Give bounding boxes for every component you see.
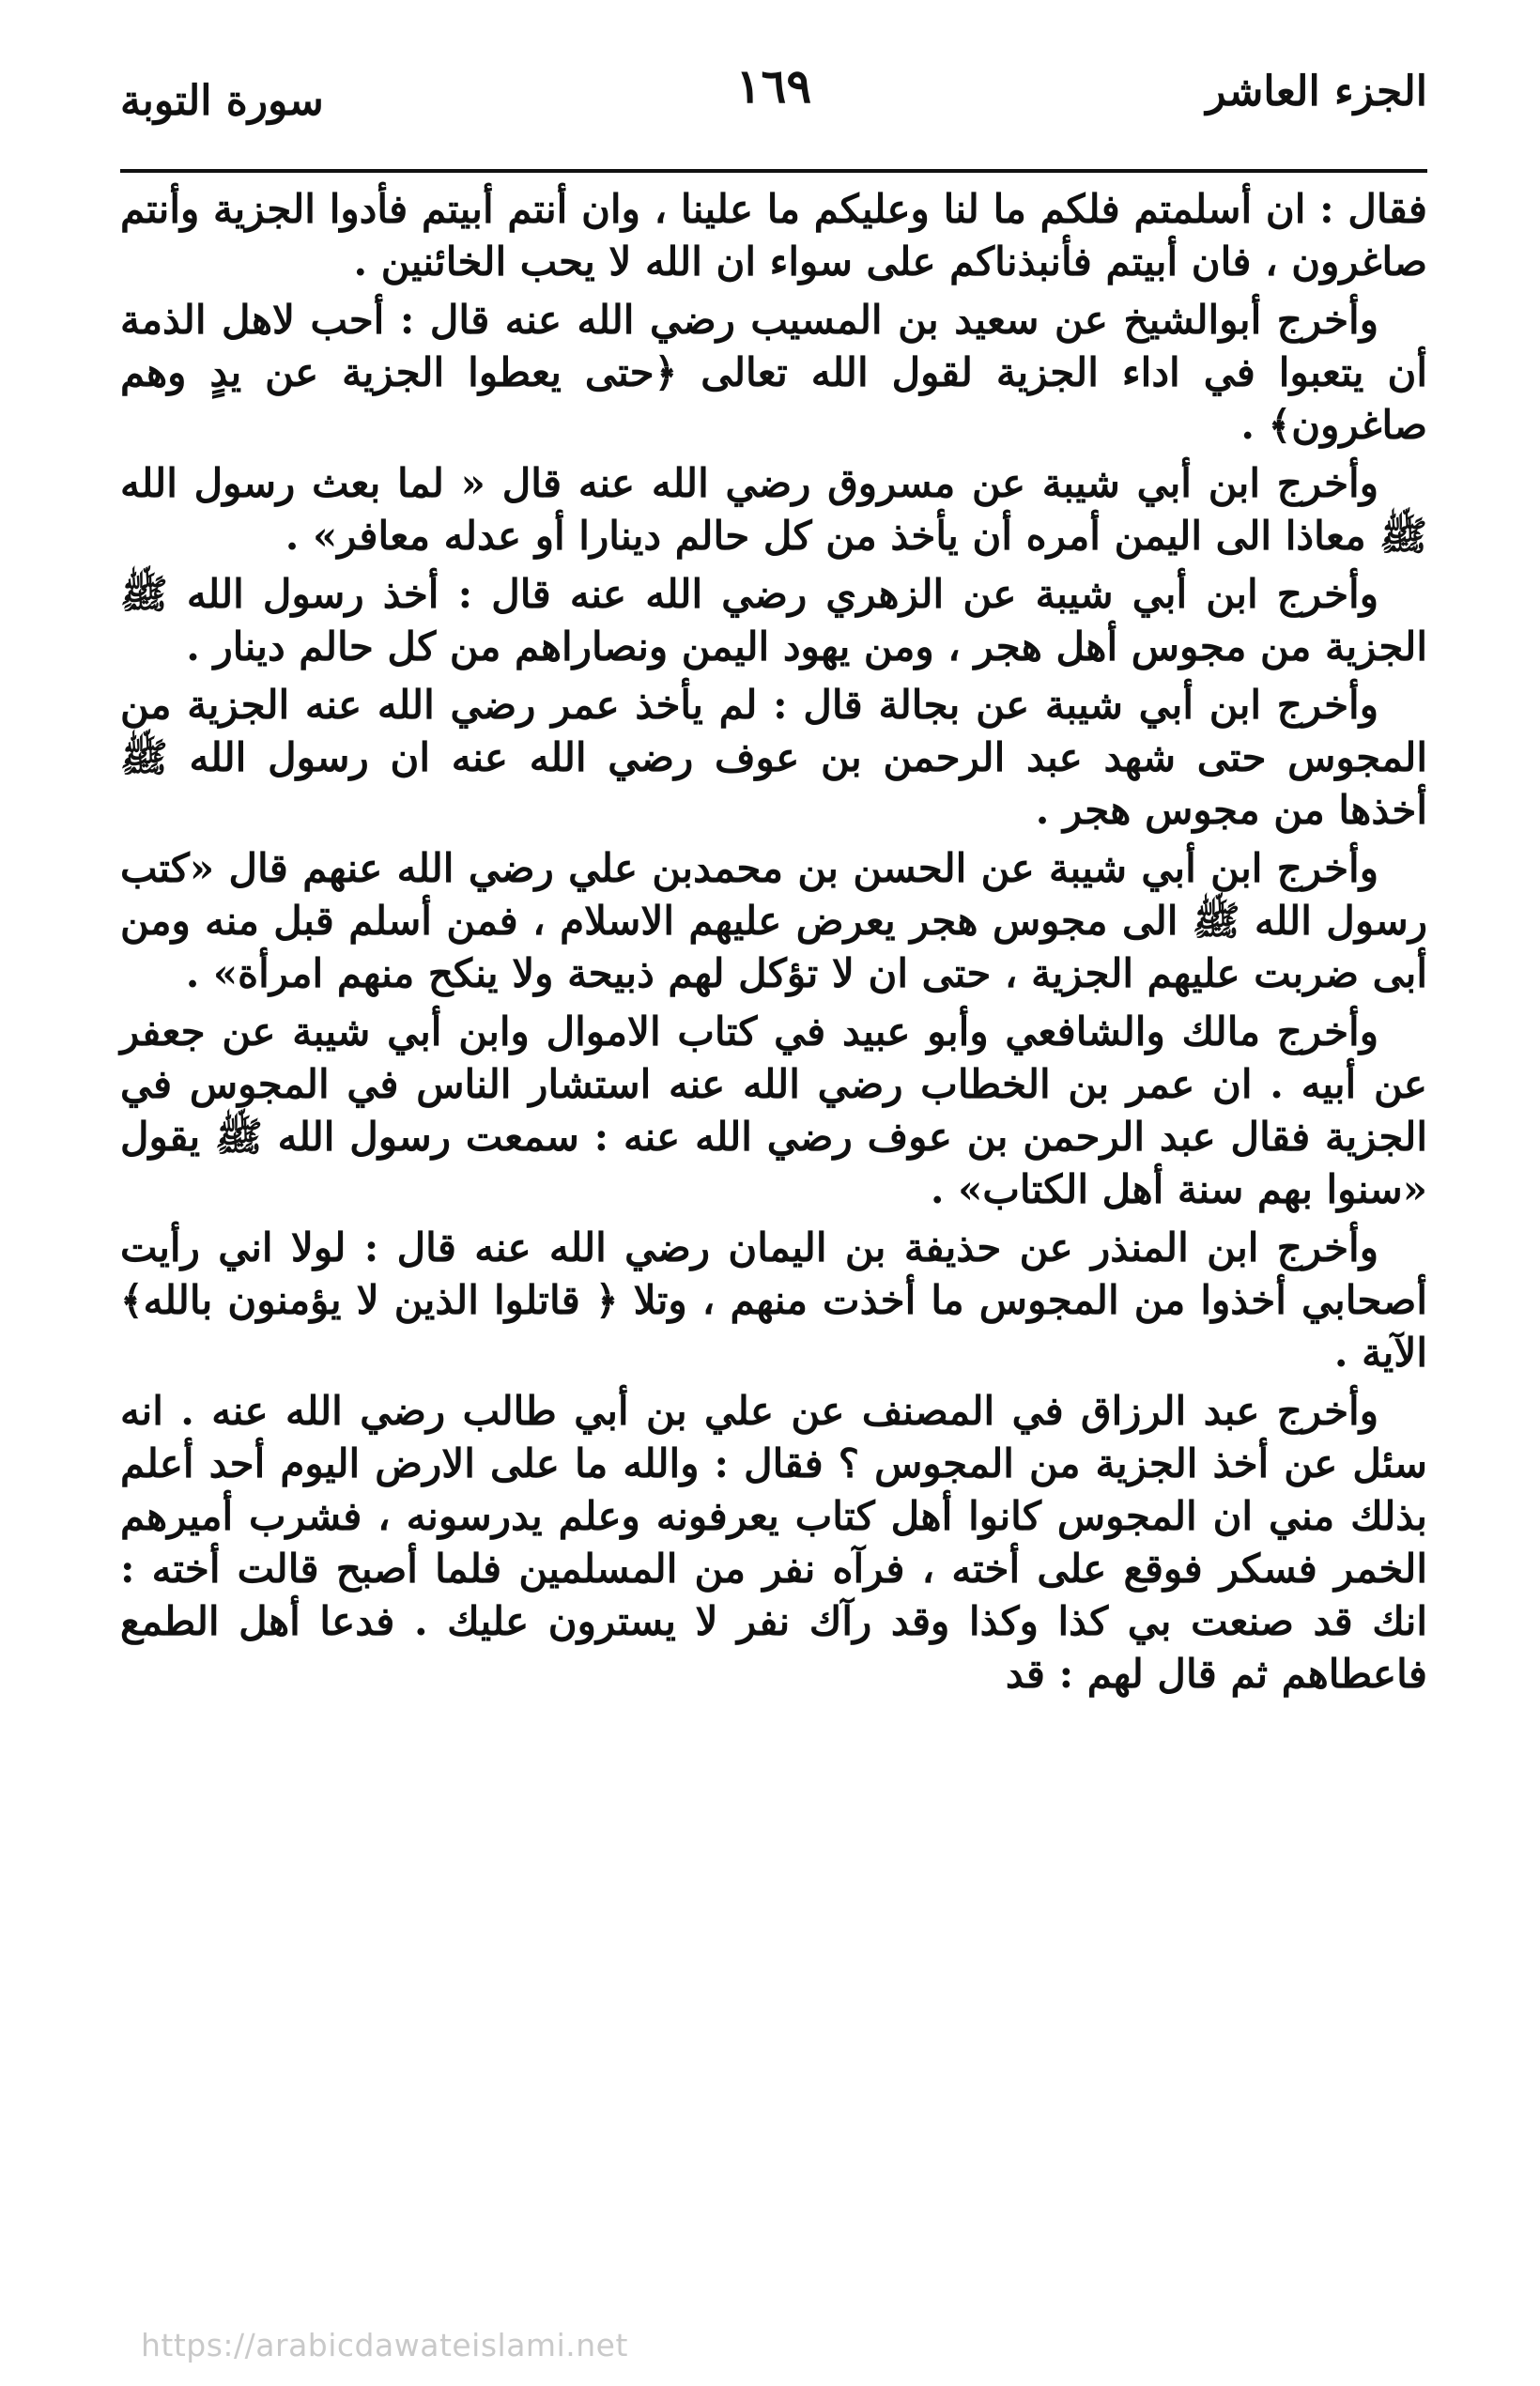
paragraph: وأخرج عبد الرزاق في المصنف عن علي بن أبي طالب رضي الله عنه . انه سئل عن أخذ الجزية من المجوس ؟ فقال : والله ما على الارض اليوم أحد أعلم بذلك مني ان المجوس كانوا أهل كتاب يعرفونه وعلم يدرسونه ، فشرب أميرهم الخمر فسكر فوقع على أخته ، فرآه نفر من المسلمين فلما أصبح قالت أخته : انك قد صنعت بي كذا وكذا وقد رآك نفر لا يسترون عليك . فدعا أهل الطمع فاعطاهم ثم قال لهم : قد xyxy=(120,1388,1427,1697)
paragraph: فقال : ان أسلمتم فلكم ما لنا وعليكم ما علينا ، وان أنتم أبيتم فأدوا الجزية وأنتم صاغرون ، فان أبيتم فأنبذناكم على سواء ان الله لا يحب الخائنين . xyxy=(120,186,1427,285)
page-header xyxy=(120,58,1427,143)
paragraph: وأخرج ابن أبي شيبة عن بجالة قال : لم يأخذ عمر رضي الله عنه الجزية من المجوس حتى شهد عبد الرحمن بن عوف رضي الله عنه ان رسول الله ﷺ أخذها من مجوس هجر . xyxy=(120,682,1427,833)
paragraph: وأخرج ابن أبي شيبة عن مسروق رضي الله عنه قال « لما بعث رسول الله ﷺ معاذا الى اليمن أمره أن يأخذ من كل حالم دينارا أو عدله معافر» . xyxy=(120,460,1427,559)
paragraph: وأخرج ابن أبي شيبة عن الحسن بن محمدبن علي رضي الله عنهم قال «كتب رسول الله ﷺ الى مجوس هجر يعرض عليهم الاسلام ، فمن أسلم قبل منه ومن أبى ضربت عليهم الجزية ، حتى ان لا تؤكل لهم ذبيحة ولا ينكح منهم امرأة» . xyxy=(120,845,1427,996)
paragraph: وأخرج أبوالشيخ عن سعيد بن المسيب رضي الله عنه قال : أحب لاهل الذمة أن يتعبوا في اداء الجزية لقول الله تعالى ﴿حتى يعطوا الجزية عن يدٍ وهم صاغرون﴾ . xyxy=(120,297,1427,448)
paragraph: وأخرج ابن أبي شيبة عن الزهري رضي الله عنه قال : أخذ رسول الله ﷺ الجزية من مجوس أهل هجر ، ومن يهود اليمن ونصاراهم من كل حالم دينار . xyxy=(120,571,1427,670)
paragraph: وأخرج ابن المنذر عن حذيفة بن اليمان رضي الله عنه قال : لولا اني رأيت أصحابي أخذوا من المجوس ما أخذت منهم ، وتلا ﴿ قاتلوا الذين لا يؤمنون بالله﴾ الآية . xyxy=(120,1224,1427,1376)
page-body xyxy=(120,183,1427,2305)
part-title: الجزء العاشر xyxy=(1206,68,1427,115)
surah-title: سورة التوبة xyxy=(120,77,324,125)
watermark-url: https://arabicdawateislami.net xyxy=(141,2327,628,2363)
paragraph: وأخرج مالك والشافعي وأبو عبيد في كتاب الاموال وابن أبي شيبة عن جعفر عن أبيه . ان عمر بن الخطاب رضي الله عنه استشار الناس في المجوس في الجزية فقال عبد الرحمن بن عوف رضي الله عنه : سمعت رسول الله ﷺ يقول «سنوا بهم سنة أهل الكتاب» . xyxy=(120,1008,1427,1212)
page-number: ١٦٩ xyxy=(735,58,812,114)
header-rule xyxy=(120,169,1427,173)
